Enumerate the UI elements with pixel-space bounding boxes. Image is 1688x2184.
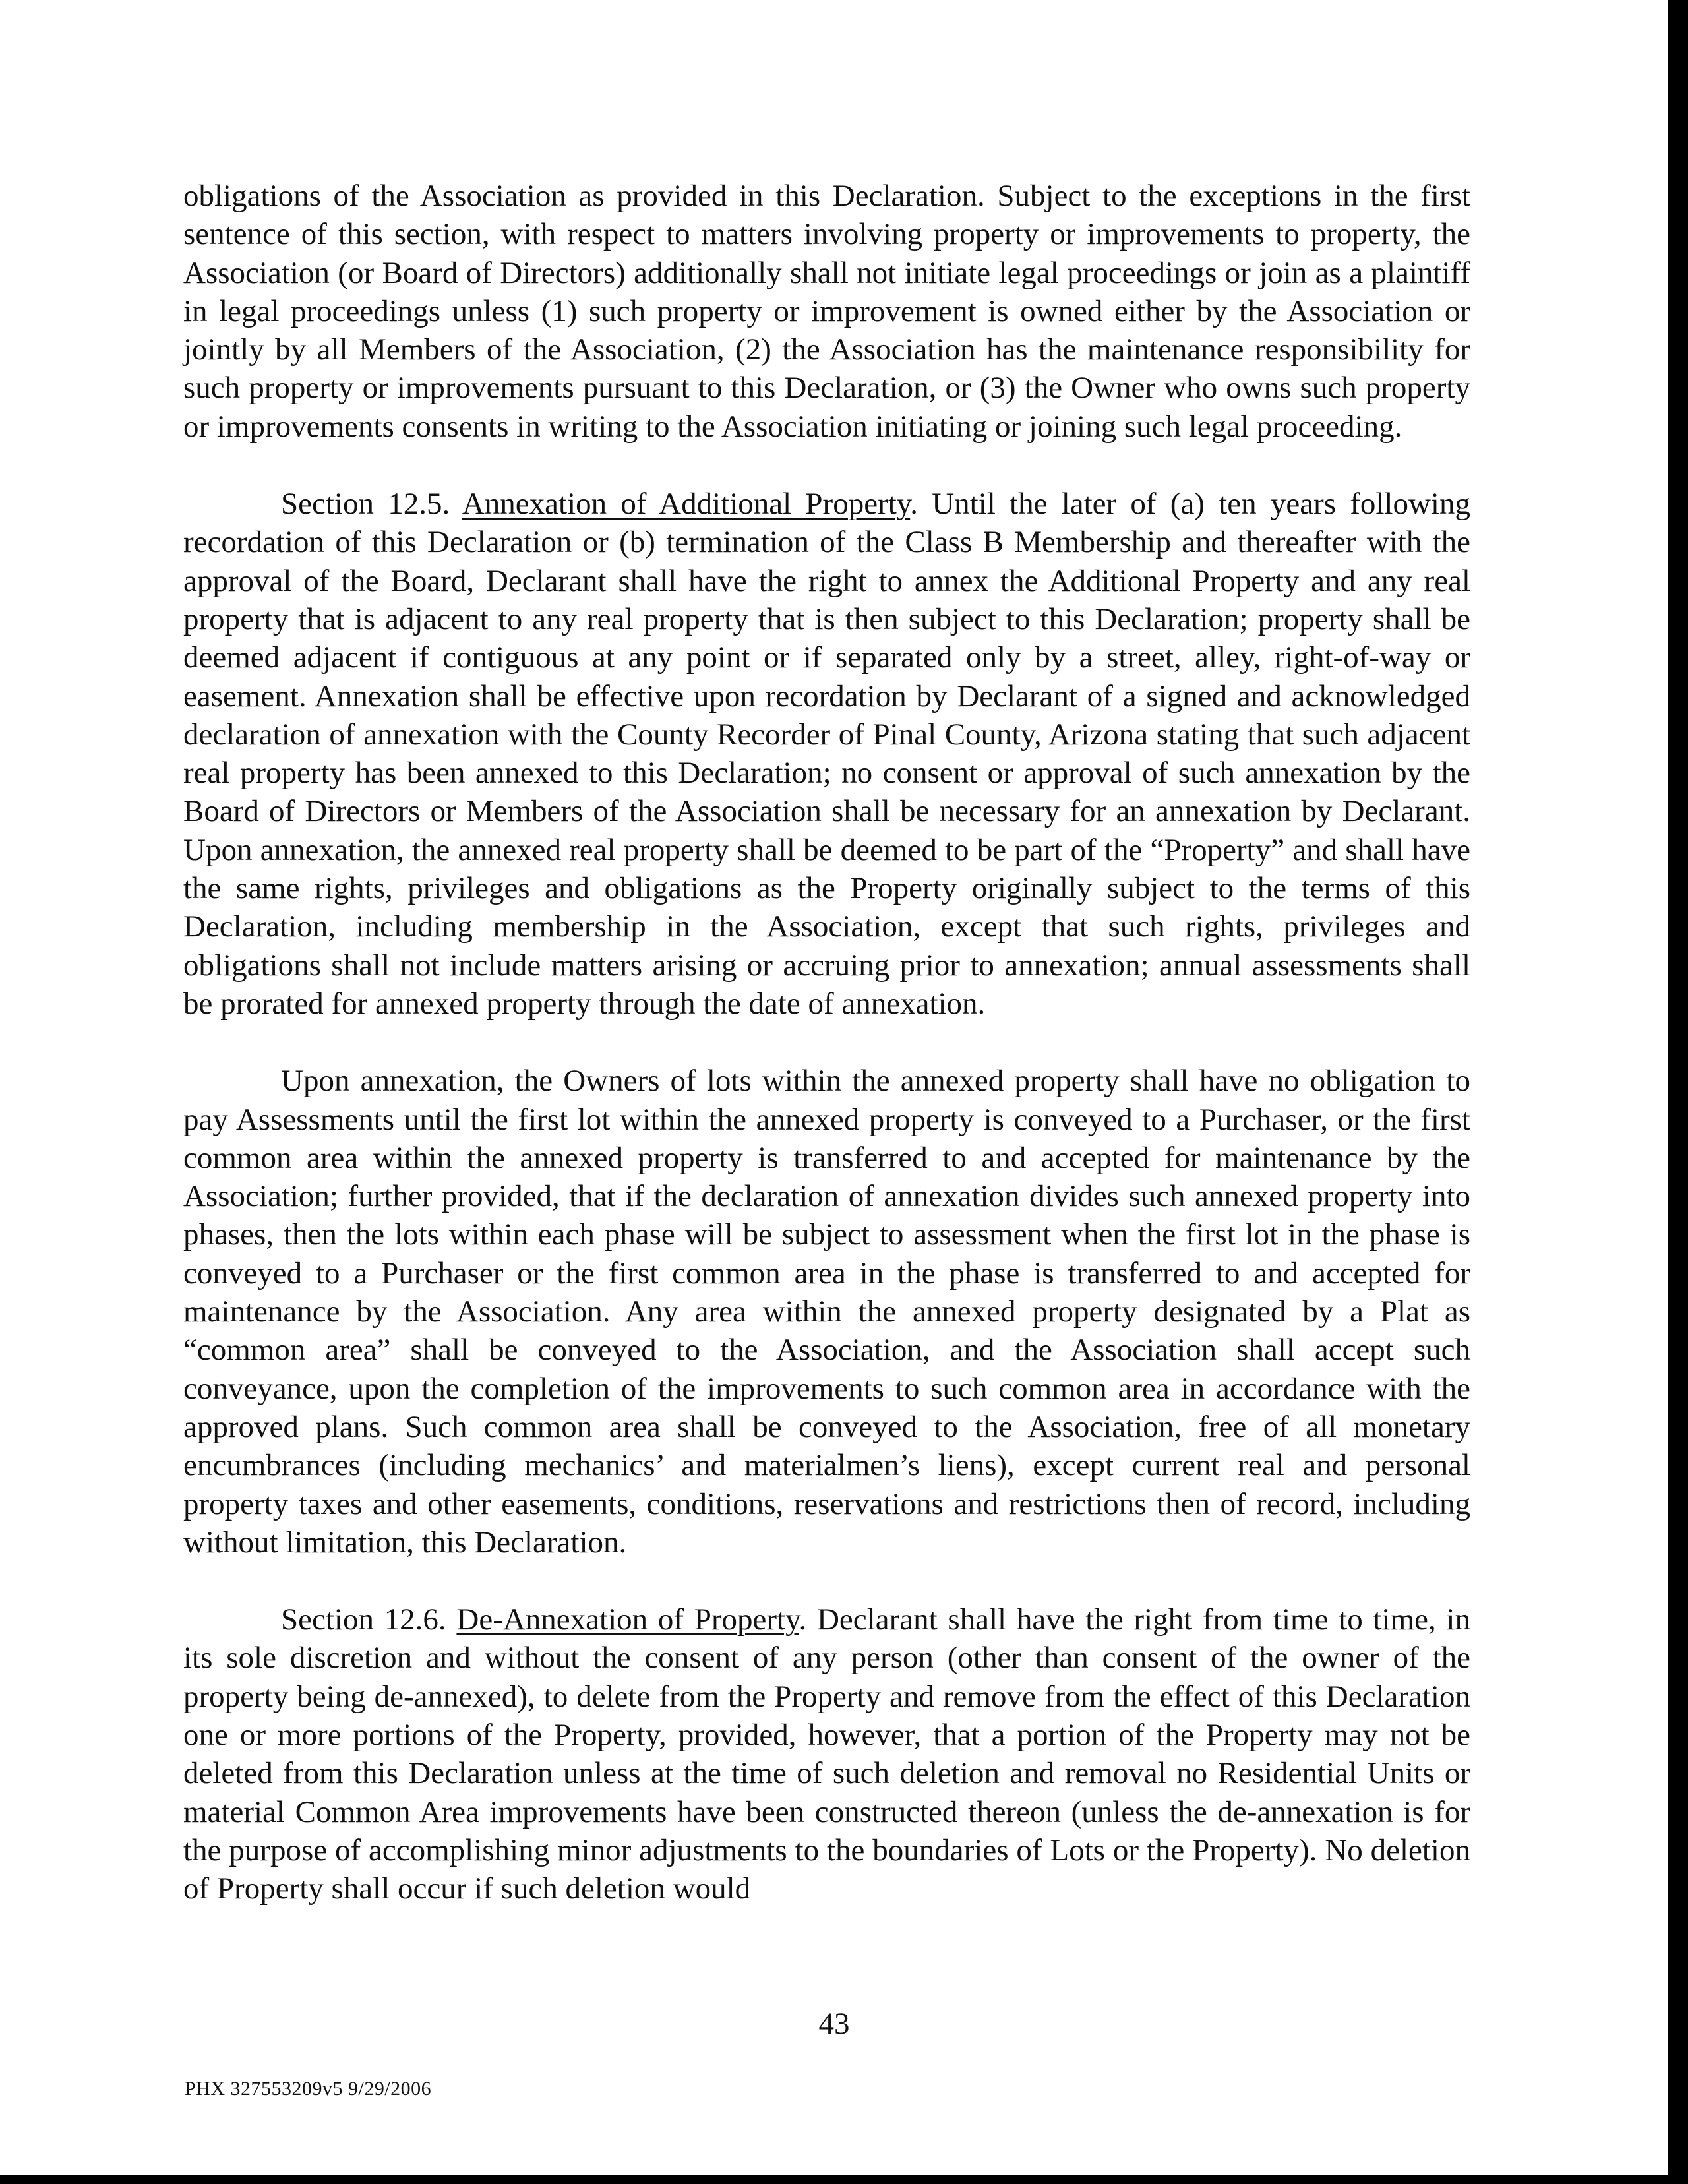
page-number: 43 [818, 2007, 850, 2041]
section-12-6-heading: De-Annexation of Property [456, 1602, 799, 1637]
section-12-5-paragraph [183, 485, 1470, 1023]
scan-bottom-border [0, 2175, 1688, 2184]
section-12-5-heading: Annexation of Additional Property [462, 487, 911, 522]
document-id: PHX 327553209v5 9/29/2006 [185, 2078, 432, 2100]
section-12-5-text: . Until the later of (a) ten years following recordation of this Declaration or (b) termination of the Class B Membership and thereafter with the approval of the Board, Declarant shall have the right to annex the Additional Property and any real property that is adjacent to any real property that is then subject to this Declaration; property shall be deemed adjacent if contiguous at any point or if separated only by a street, alley, right-of-way or easement. Annexation shall be effective upon recordation by Declarant of a signed and acknowledged declaration of annexation with the County Recorder of Pinal County, Arizona stating that such adjacent real property has been annexed to this Declaration; no consent or approval of such annexation by the Board of Directors or Members of the Association shall be necessary for an annexation by Declarant. Upon annexation, the annexed real property shall be deemed to be part of the “Property” and shall have the same rights, privileges and obligations as the Property originally subject to the terms of this Declaration, including membership in the Association, except that such rights, privileges and obligations shall not include matters arising or accruing prior to annexation; annual assessments shall be prorated for annexed property through the date of annexation. [183, 487, 1470, 1021]
continuation-paragraph: obligations of the Association as provided in this Declaration. Subject to the exceptions in the first sentence of this section, with respect to matters involving property or improvements to property, the Association (or Board of Directors) additionally shall not initiate legal proceedings or join as a plaintiff in legal proceedings unless (1) such property or improvement is owned either by the Association or jointly by all Members of the Association, (2) the Association has the maintenance responsibility for such property or improvements pursuant to this Declaration, or (3) the Owner who owns such property or improvements consents in writing to the Association initiating or joining such legal proceeding. [183, 179, 1470, 444]
scan-right-border [1668, 0, 1688, 2184]
document-body [183, 177, 1470, 1908]
section-12-6-number: Section 12.6. [281, 1602, 446, 1637]
annexation-paragraph: Upon annexation, the Owners of lots within the annexed property shall have no obligation to pay Assessments until the first lot within the annexed property is conveyed to a Purchaser, or the first common area within the annexed property is transferred to and accepted for maintenance by the Association; further provided, that if the declaration of annexation divides such annexed property into phases, then the lots within each phase will be subject to assessment when the first lot in the phase is conveyed to a Purchaser or the first common area in the phase is transferred to and accepted for maintenance by the Association. Any area within the annexed property designated by a Plat as “common area” shall be conveyed to the Association, and the Association shall accept such conveyance, upon the completion of the improvements to such common area in accordance with the approved plans. Such common area shall be conveyed to the Association, free of all monetary encumbrances (including mechanics’ and materialmen’s liens), except current real and personal property taxes and other easements, conditions, reservations and restrictions then of record, including without limitation, this Declaration. [183, 1064, 1470, 1560]
section-12-5-number: Section 12.5. [281, 487, 450, 522]
section-12-6-text: . Declarant shall have the right from time to time, in its sole discretion and without the consent of any person (other than consent of the owner of the property being de-annexed), to delete from the Property and remove from the effect of this Declaration one or more portions of the Property, provided, however, that a portion of the Property may not be deleted from this Declaration unless at the time of such deletion and removal no Residential Units or material Common Area improvements have been constructed thereon (unless the de-annexation is for the purpose of accomplishing minor adjustments to the boundaries of Lots or the Property). No deletion of Property shall occur if such deletion would [183, 1602, 1470, 1906]
section-12-6-paragraph [183, 1600, 1470, 1908]
